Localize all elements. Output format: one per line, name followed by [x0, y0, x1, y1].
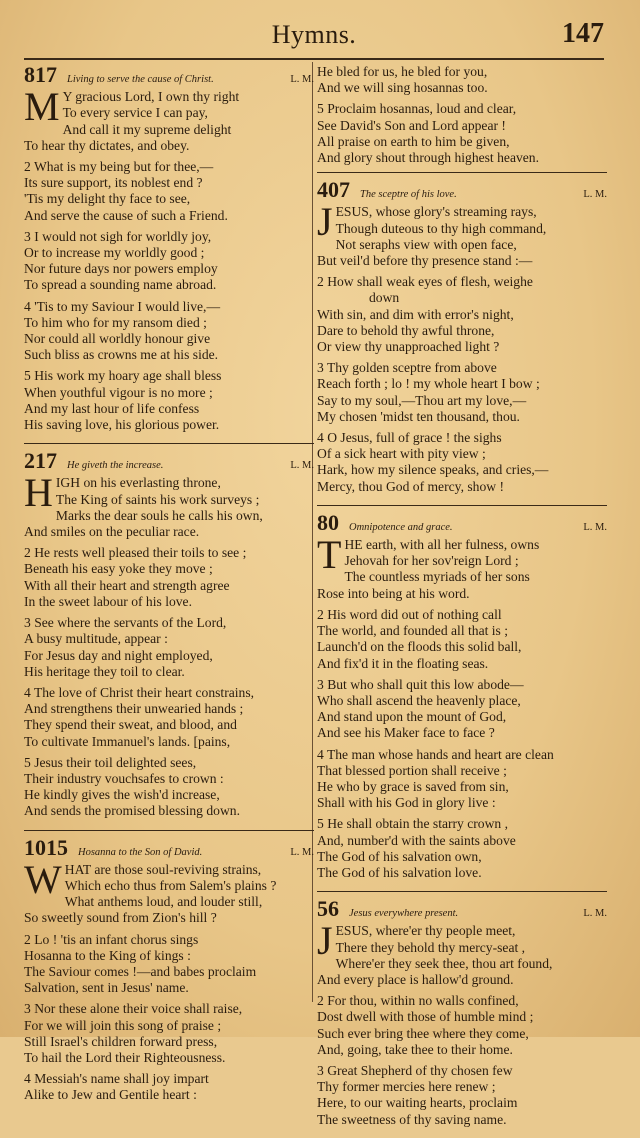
verse-line: But veil'd before thy presence stand :—	[317, 253, 533, 269]
hymn-heading	[317, 179, 607, 203]
hymn-subject: The sceptre of his love.	[360, 189, 457, 201]
stanza	[24, 932, 314, 997]
verse-line: To cultivate Immanuel's lands. [pains,	[24, 733, 231, 749]
first-stanza	[24, 84, 314, 154]
stanza	[24, 685, 314, 750]
verse-line: For we will join this song of praise ;	[24, 1017, 222, 1033]
stanza	[317, 274, 607, 355]
verse-line: Dare to behold thy awful throne,	[317, 322, 495, 338]
verse-line: 2 What is my being but for thee,—	[24, 159, 214, 175]
verse-line: And sends the promised blessing down.	[24, 803, 240, 819]
verse-line: 2 How shall weak eyes of flesh, weighe	[317, 274, 533, 290]
verse-line: 2 For thou, within no walls confined,	[317, 993, 519, 1009]
verse-line: IGH on his everlasting throne,	[55, 475, 221, 491]
first-stanza	[24, 856, 314, 927]
verse-line: He kindly gives the wish'd increase,	[24, 787, 220, 803]
hymn-heading	[24, 834, 314, 861]
verse-line: 'Tis my delight thy face to see,	[24, 191, 191, 207]
stanza	[24, 1071, 314, 1103]
verse-line: He bled for us, he bled for you,	[317, 64, 488, 79]
stanza	[317, 360, 607, 425]
header-rule	[24, 58, 604, 60]
verse-line: And strengthens their unwearied hands ;	[24, 701, 244, 717]
verse-line: Here, to our waiting hearts, proclaim	[317, 1095, 518, 1111]
verse-line: And, number'd with the saints above	[317, 832, 516, 848]
stanza	[24, 159, 314, 224]
verse-line: down	[369, 290, 400, 306]
hymn-meter: L. M.	[290, 74, 314, 85]
verse-line: The Saviour comes !—and babes proclaim	[24, 963, 257, 979]
verse-line: 3 Great Shepherd of thy chosen few	[317, 1062, 513, 1078]
verse-line: Shall with his God in glory live :	[317, 795, 496, 811]
verse-line: The countless myriads of her sons	[344, 569, 530, 585]
hymn-meter: L. M.	[583, 189, 607, 201]
hymn-separator	[317, 172, 607, 173]
verse-line: The sweetness of thy saving name.	[317, 1111, 507, 1127]
verse-line: Or to increase my worldly good ;	[24, 245, 205, 261]
verse-line: And call it my supreme delight	[62, 121, 232, 137]
stanza	[24, 299, 314, 364]
verse-line: And we will sing hosannas too.	[317, 80, 488, 96]
hymn	[317, 179, 607, 495]
hymn-number: 56	[317, 896, 339, 922]
verse-line: Nor could all worldly honour give	[24, 331, 211, 347]
verse-line: 5 Jesus their toil delighted sees,	[24, 754, 197, 770]
verse-line: There they behold thy mercy-seat ,	[335, 939, 526, 955]
drop-cap: H	[24, 470, 53, 516]
verse-line: Y gracious Lord, I own thy right	[62, 89, 240, 105]
verse-line: Reach forth ; lo ! my whole heart I bow ;	[317, 376, 540, 392]
hymn-separator	[24, 830, 314, 831]
stanza	[317, 747, 607, 812]
drop-cap: J	[317, 199, 333, 245]
hymn-heading	[317, 898, 607, 922]
verse-line: And my last hour of life confess	[24, 400, 200, 416]
verse-line: 4 'Tis to my Saviour I would live,—	[24, 298, 221, 314]
verse-line: Which echo thus from Salem's plains ?	[64, 877, 277, 893]
verse-line: 5 Proclaim hosannas, loud and clear,	[317, 101, 517, 117]
stanza	[24, 545, 314, 610]
verse-line: A busy multitude, appear :	[24, 631, 168, 647]
verse-line: 3 But who shall quit this low abode—	[317, 676, 524, 692]
hymn-meter: L. M.	[583, 521, 607, 533]
verse-line: Marks the dear souls he calls his own,	[55, 507, 263, 523]
verse-line: Though duteous to thy high command,	[335, 220, 547, 236]
verse-line: 4 O Jesus, full of grace ! the sighs	[317, 430, 502, 446]
verse-line: Thy former mercies here renew ;	[317, 1079, 496, 1095]
hymn	[24, 450, 314, 819]
verse-line: And stand upon the mount of God,	[317, 709, 507, 725]
verse-line: Still Israel's children forward press,	[24, 1033, 218, 1049]
drop-cap: M	[24, 84, 60, 130]
verse-line: 5 His work my hoary age shall bless	[24, 368, 222, 384]
verse-line: 3 Nor these alone their voice shall raise,	[24, 1001, 243, 1017]
verse-line: With sin, and dim with error's night,	[317, 306, 514, 322]
continuation-block	[317, 64, 607, 166]
verse-line: Jehovah for her sov'reign Lord ;	[344, 553, 519, 569]
hymn-number: 817	[24, 62, 57, 87]
verse-line: ESUS, where'er thy people meet,	[335, 923, 516, 939]
stanza	[24, 368, 314, 433]
verse-line: The King of saints his work surveys ;	[55, 491, 260, 507]
verse-line: See David's Son and Lord appear !	[317, 117, 506, 133]
first-stanza	[317, 532, 607, 602]
hymn-meter: L. M.	[290, 846, 314, 858]
verse-line: The God of his salvation love.	[317, 864, 482, 880]
verse-line: Salvation, sent in Jesus' name.	[24, 980, 189, 996]
stanza	[317, 430, 607, 495]
verse-line: He who by grace is saved from sin,	[317, 778, 509, 794]
verse-line: Of a sick heart with pity view ;	[317, 446, 486, 462]
hymn-meter: L. M.	[290, 460, 314, 472]
verse-line: And see his Maker face to face ?	[317, 725, 495, 741]
right-column	[317, 64, 607, 1138]
hymn	[24, 64, 314, 433]
stanza	[317, 607, 607, 672]
hymn-subject: Omnipotence and grace.	[349, 521, 453, 533]
verse-line: The world, and founded all that is ;	[317, 623, 509, 639]
verse-line: 3 See where the servants of the Lord,	[24, 615, 227, 631]
stanza	[24, 229, 314, 294]
verse-line: Rose into being at his word.	[317, 585, 470, 601]
verse-line: And glory shout through highest heaven.	[317, 150, 540, 166]
verse-line: Say to my soul,—Thou art my love,—	[317, 392, 527, 408]
stanza	[317, 677, 607, 742]
verse-line: Nor future days nor powers employ	[24, 261, 218, 277]
verse-line: So sweetly sound from Zion's hill ?	[24, 910, 217, 926]
verse-line: Dost dwell with those of humble mind ;	[317, 1009, 534, 1025]
verse-line: Where'er they seek thee, thou art found,	[335, 955, 553, 971]
stanza	[24, 1001, 314, 1066]
hymn-heading	[24, 64, 314, 88]
drop-cap: T	[317, 532, 342, 578]
first-stanza	[317, 918, 607, 988]
verse-line: To him who for my ransom died ;	[24, 314, 207, 330]
verse-line: 3 Thy golden sceptre from above	[317, 360, 497, 376]
verse-line: To spread a sounding name abroad.	[24, 277, 217, 293]
verse-line: And every place is hallow'd ground.	[317, 971, 514, 987]
verse-line: And serve the cause of such a Friend.	[24, 207, 228, 223]
stanza	[24, 755, 314, 820]
hymn	[24, 834, 314, 1104]
verse-line: When youthful vigour is no more ;	[24, 384, 213, 400]
hymn-heading	[317, 509, 607, 536]
verse-line: Launch'd on the floods this solid ball,	[317, 639, 522, 655]
stanza	[24, 615, 314, 680]
verse-line: 2 He rests well pleased their toils to see ;	[24, 545, 247, 561]
hymn-subject: He giveth the increase.	[67, 460, 164, 472]
stanza	[317, 64, 607, 96]
verse-line: HE earth, with all her fulness, owns	[344, 537, 540, 553]
verse-line: Such ever bring thee where they come,	[317, 1025, 529, 1041]
verse-line: And, going, take thee to their home.	[317, 1041, 513, 1057]
verse-line: Or view thy unapproached light ?	[317, 339, 500, 355]
verse-line: 2 His word did out of nothing call	[317, 606, 502, 622]
first-stanza	[24, 470, 314, 540]
hymn	[317, 898, 607, 1128]
hymn-number: 80	[317, 509, 339, 535]
stanza	[317, 816, 607, 881]
hymn-number: 407	[317, 177, 350, 203]
verse-line: Beneath his easy yoke they move ;	[24, 561, 213, 577]
verse-line: The God of his salvation own,	[317, 848, 482, 864]
hymn-subject: Living to serve the cause of Christ.	[67, 74, 214, 85]
verse-line: 4 The man whose hands and heart are clean	[317, 746, 554, 762]
hymn-number: 217	[24, 448, 57, 474]
verse-line: My chosen 'midst ten thousand, thou.	[317, 408, 520, 424]
first-stanza	[317, 199, 607, 269]
page-header	[24, 14, 604, 54]
verse-line: That blessed portion shall receive ;	[317, 762, 507, 778]
drop-cap: W	[24, 856, 62, 902]
hymn	[317, 509, 607, 881]
verse-line: ESUS, whose glory's streaming rays,	[335, 204, 537, 220]
verse-line: Mercy, thou God of mercy, show !	[317, 478, 504, 494]
verse-line: Its sure support, its noblest end ?	[24, 175, 203, 191]
verse-line: Hark, how my silence speaks, and cries,—	[317, 462, 549, 478]
verse-line: 4 The love of Christ their heart constrains,	[24, 684, 255, 700]
page-number: 147	[562, 18, 604, 49]
verse-line: They spend their sweat, and blood, and	[24, 717, 237, 733]
verse-line: In the sweet labour of his love.	[24, 593, 192, 609]
hymn-subject: Jesus everywhere present.	[349, 908, 459, 920]
verse-line: With all their heart and strength agree	[24, 577, 230, 593]
verse-line: 4 Messiah's name shall joy impart	[24, 1071, 209, 1087]
verse-line: All praise on earth to him be given,	[317, 133, 510, 149]
stanza	[317, 993, 607, 1058]
verse-line: For Jesus day and night employed,	[24, 647, 213, 663]
stanza	[317, 101, 607, 166]
verse-line: His saving love, his glorious power.	[24, 417, 220, 433]
verse-line: To hear thy dictates, and obey.	[24, 137, 190, 153]
stanza	[317, 1063, 607, 1128]
verse-line: HAT are those soul-reviving strains,	[64, 861, 262, 877]
verse-line: Hosanna to the King of kings :	[24, 947, 191, 963]
verse-line: 5 He shall obtain the starry crown ,	[317, 816, 509, 832]
verse-line: To every service I can pay,	[62, 105, 208, 121]
verse-line: And fix'd it in the floating seas.	[317, 655, 489, 671]
verse-line: What anthems loud, and louder still,	[64, 894, 263, 910]
hymn-separator	[24, 443, 314, 444]
verse-line: To hail the Lord their Righteousness.	[24, 1049, 226, 1065]
hymn-meter: L. M.	[583, 908, 607, 920]
verse-line: His heritage they toil to clear.	[24, 663, 185, 679]
page-title: Hymns.	[271, 20, 357, 49]
verse-line: 3 I would not sigh for worldly joy,	[24, 228, 212, 244]
verse-line: 2 Lo ! 'tis an infant chorus sings	[24, 931, 199, 947]
drop-cap: J	[317, 918, 333, 964]
verse-line: Not seraphs view with open face,	[335, 236, 517, 252]
hymn-separator	[317, 505, 607, 506]
hymn-number: 1015	[24, 834, 68, 860]
verse-line: Their industry vouchsafes to crown :	[24, 770, 224, 786]
verse-line: And smiles on the peculiar race.	[24, 524, 200, 540]
hymn-heading	[24, 450, 314, 474]
verse-line: Alike to Jew and Gentile heart :	[24, 1087, 197, 1103]
verse-line: Who shall ascend the heavenly place,	[317, 692, 521, 708]
hymn-separator	[317, 891, 607, 892]
left-column	[24, 64, 314, 1114]
hymn-subject: Hosanna to the Son of David.	[78, 846, 203, 858]
verse-line: Such bliss as crowns me at his side.	[24, 347, 219, 363]
